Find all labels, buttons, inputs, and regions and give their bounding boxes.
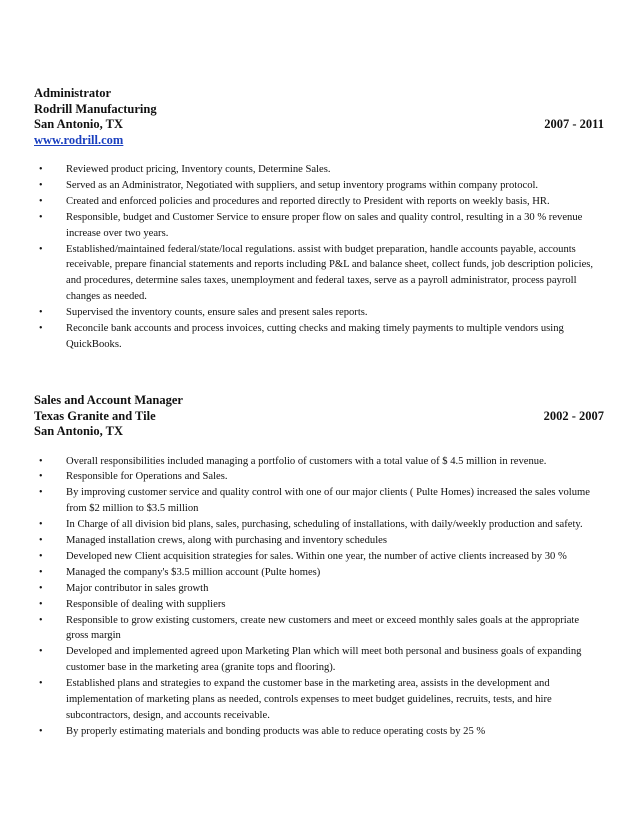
location-row (34, 117, 604, 133)
list-item: • By improving customer service and quality control with one of our major clients ( Pulte Homes) increased the sales volume from $2 million to $3.5 million (39, 487, 590, 515)
list-item: • Reviewed product pricing, Inventory counts, Determine Sales. (66, 162, 604, 178)
bullet-icon: • (39, 164, 43, 175)
job-location: San Antonio, TX (34, 424, 124, 438)
bullet-icon: • (39, 471, 43, 483)
list-item: • Major contributor in sales growth (66, 581, 604, 597)
bullet-icon: • (39, 582, 43, 594)
bullet-icon: • (39, 243, 43, 255)
list-item: • Developed and implemented agreed upon Marketing Plan which will meet both personal and business goals of expanding customer base in the marketing area (granite tops and flooring). (39, 646, 582, 674)
bullet-icon: • (39, 519, 43, 531)
job-dates: 2002 - 2007 (543, 408, 604, 423)
bullet-icon: • (39, 614, 43, 626)
bullet-icon: • (39, 307, 43, 319)
bullet-icon: • (39, 725, 43, 737)
job-sales-account-manager (34, 393, 604, 740)
company-name: Texas Granite and Tile (34, 408, 156, 423)
list-item: • Responsible for Operations and Sales. (66, 469, 604, 485)
bullet-icon: • (39, 550, 43, 562)
bullet-icon: • (39, 211, 43, 223)
list-item: • Managed the company's $3.5 million account (Pulte homes) (66, 565, 604, 581)
bullet-icon: • (39, 646, 43, 658)
job-title: Administrator (34, 86, 112, 100)
bullet-icon: • (39, 678, 43, 690)
responsibilities-list (34, 162, 604, 353)
job-location: San Antonio, TX (34, 117, 124, 131)
bullet-icon: • (39, 455, 43, 467)
job-dates: 2007 - 2011 (544, 117, 604, 131)
list-item: • Reconcile bank accounts and process invoices, cutting checks and making timely payments to multiple vendors using QuickBooks. (39, 323, 564, 350)
bullet-icon: • (39, 487, 43, 499)
list-item: • Supervised the inventory counts, ensure sales and present sales reports. (66, 305, 604, 321)
bullet-icon: • (39, 566, 43, 578)
list-item: • Established/maintained federal/state/local regulations. assist with budget preparation, handle accounts payable, accounts receivable, prepare financial statements and reports including P&L and balance sheet, collect funds, job description policies, and procedures, determine sales taxes, unemployment and federal taxes, serve as a payroll administrator, process payroll changes as needed. (39, 243, 594, 303)
list-item: • Responsible to grow existing customers, create new customers and meet or exceed monthly sales goals at the appropriate gross margin (39, 614, 580, 642)
list-item: • In Charge of all division bid plans, sales, purchasing, scheduling of installations, with daily/weekly production and safety. (66, 517, 604, 533)
list-item: • Served as an Administrator, Negotiated with suppliers, and setup inventory programs within company protocol. (66, 178, 604, 194)
bullet-icon: • (39, 535, 43, 547)
company-row (34, 409, 604, 425)
job-header (34, 86, 604, 148)
job-title: Sales and Account Manager (34, 393, 183, 407)
list-item: • Established plans and strategies to expand the customer base in the marketing area, assists in the development and implementation of marketing plans as needed, controls expenses to meet budget guidelines, recruits, tests, and hire subcontractors, design, and accounts receivable. (39, 678, 552, 721)
company-name: Rodrill Manufacturing (34, 101, 157, 116)
job-administrator (34, 86, 604, 353)
bullet-icon: • (39, 195, 43, 207)
list-item: • By properly estimating materials and bonding products was able to reduce operating costs by 25 % (66, 724, 604, 740)
bullet-icon: • (39, 179, 43, 191)
responsibilities-list (34, 454, 604, 740)
bullet-icon: • (39, 598, 43, 610)
list-item: • Managed installation crews, along with purchasing and inventory schedules (66, 533, 604, 549)
bullet-icon: • (39, 323, 43, 335)
list-item: • Overall responsibilities included managing a portfolio of customers with a total value of $ 4.5 million in revenue. (66, 454, 604, 470)
company-website-link[interactable]: www.rodrill.com (34, 132, 124, 147)
list-item: • Responsible, budget and Customer Service to ensure proper flow on sales and quality control, resulting in a 30 % revenue increase over two years. (39, 211, 583, 239)
job-header (34, 393, 604, 440)
list-item: • Developed new Client acquisition strategies for sales. Within one year, the number of active clients increased by 30 % (66, 549, 604, 565)
list-item: • Responsible of dealing with suppliers (66, 597, 604, 613)
list-item: • Created and enforced policies and procedures and reported directly to President with reports on weekly basis, HR. (66, 194, 604, 210)
